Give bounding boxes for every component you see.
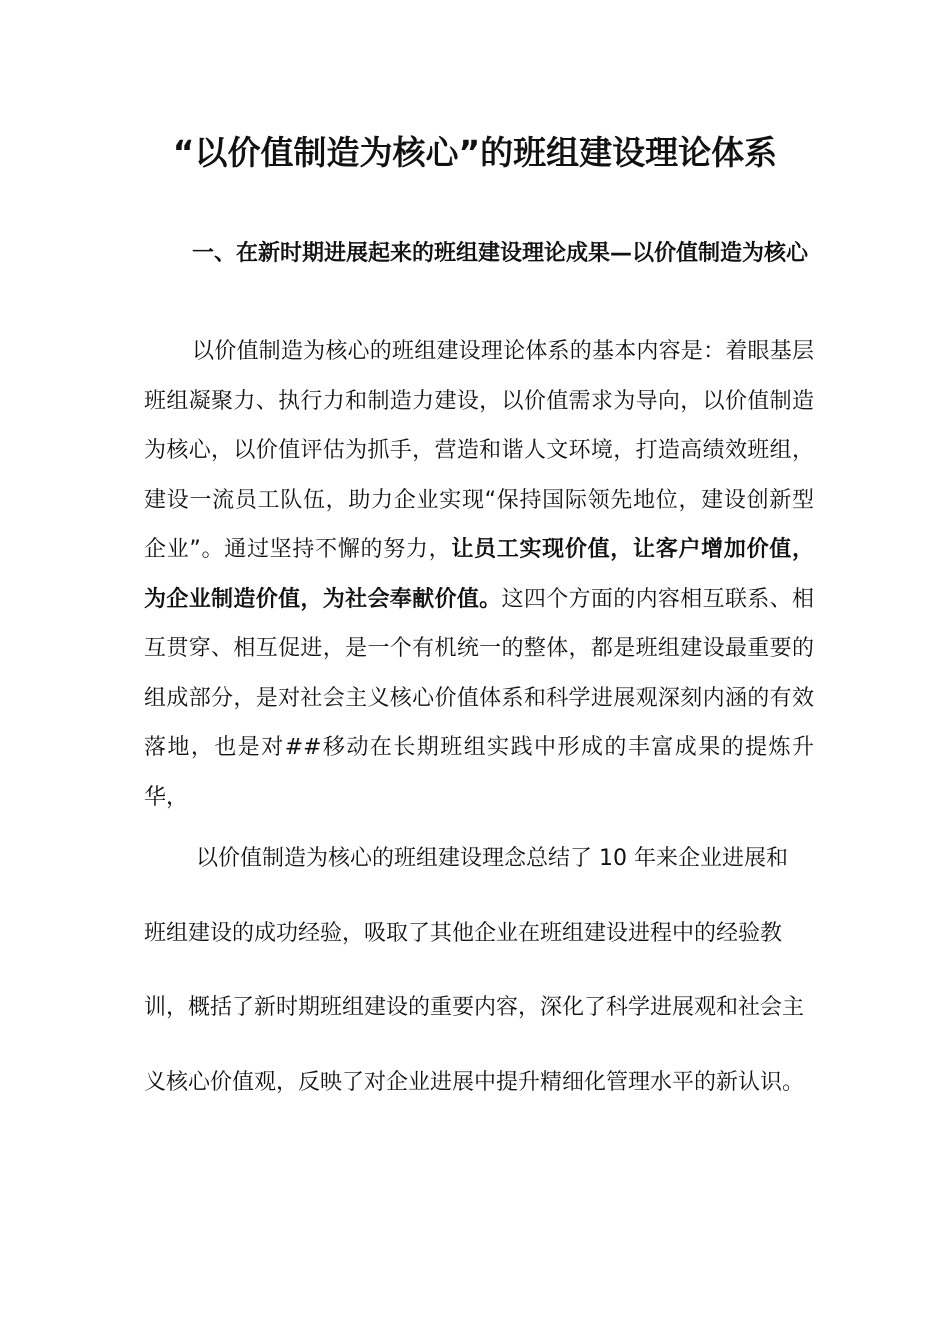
- paragraph-1-text-b: 这四个方面的内容相互联系、相互贯穿、相互促进，是一个有机统一的整体，都是班组建设最重要的组成部分，是对社会主义核心价值体系和科学进展观深刻内涵的有效落地，也是对##移动在长期班组实践中形成的丰富成果的提炼升华，: [144, 586, 814, 810]
- section-heading: 一、在新时期进展起来的班组建设理论成果—以价值制造为核心: [192, 241, 809, 266]
- paragraph-1-bold-text: 让员工实现价值，让客户增加价值，为企业制造价值，为社会奉献价值。: [144, 537, 814, 612]
- paragraph-2: 以价值制造为核心的班组建设理念总结了 10 年来企业进展和班组建设的成功经验，吸取了其他企业在班组建设进程中的经验教训，概括了新时期班组建设的重要内容，深化了科学进展观和社会主义核心价值观，反映了对企业进展中提升精细化管理水平的新认识。: [144, 846, 805, 1095]
- paragraph-1-text-a: 以价值制造为核心的班组建设理论体系的基本内容是：着眼基层班组凝聚力、执行力和制造力建设，以价值需求为导向，以价值制造为核心，以价值评估为抓手，营造和谐人文环境，打造高绩效班组，建设一流员工队伍，助力企业实现“保持国际领先地位，建设创新型企业”。通过坚持不懈的努力，: [144, 339, 814, 562]
- document-title: “以价值制造为核心”的班组建设理论体系: [172, 133, 778, 172]
- paragraph-1: [144, 327, 814, 822]
